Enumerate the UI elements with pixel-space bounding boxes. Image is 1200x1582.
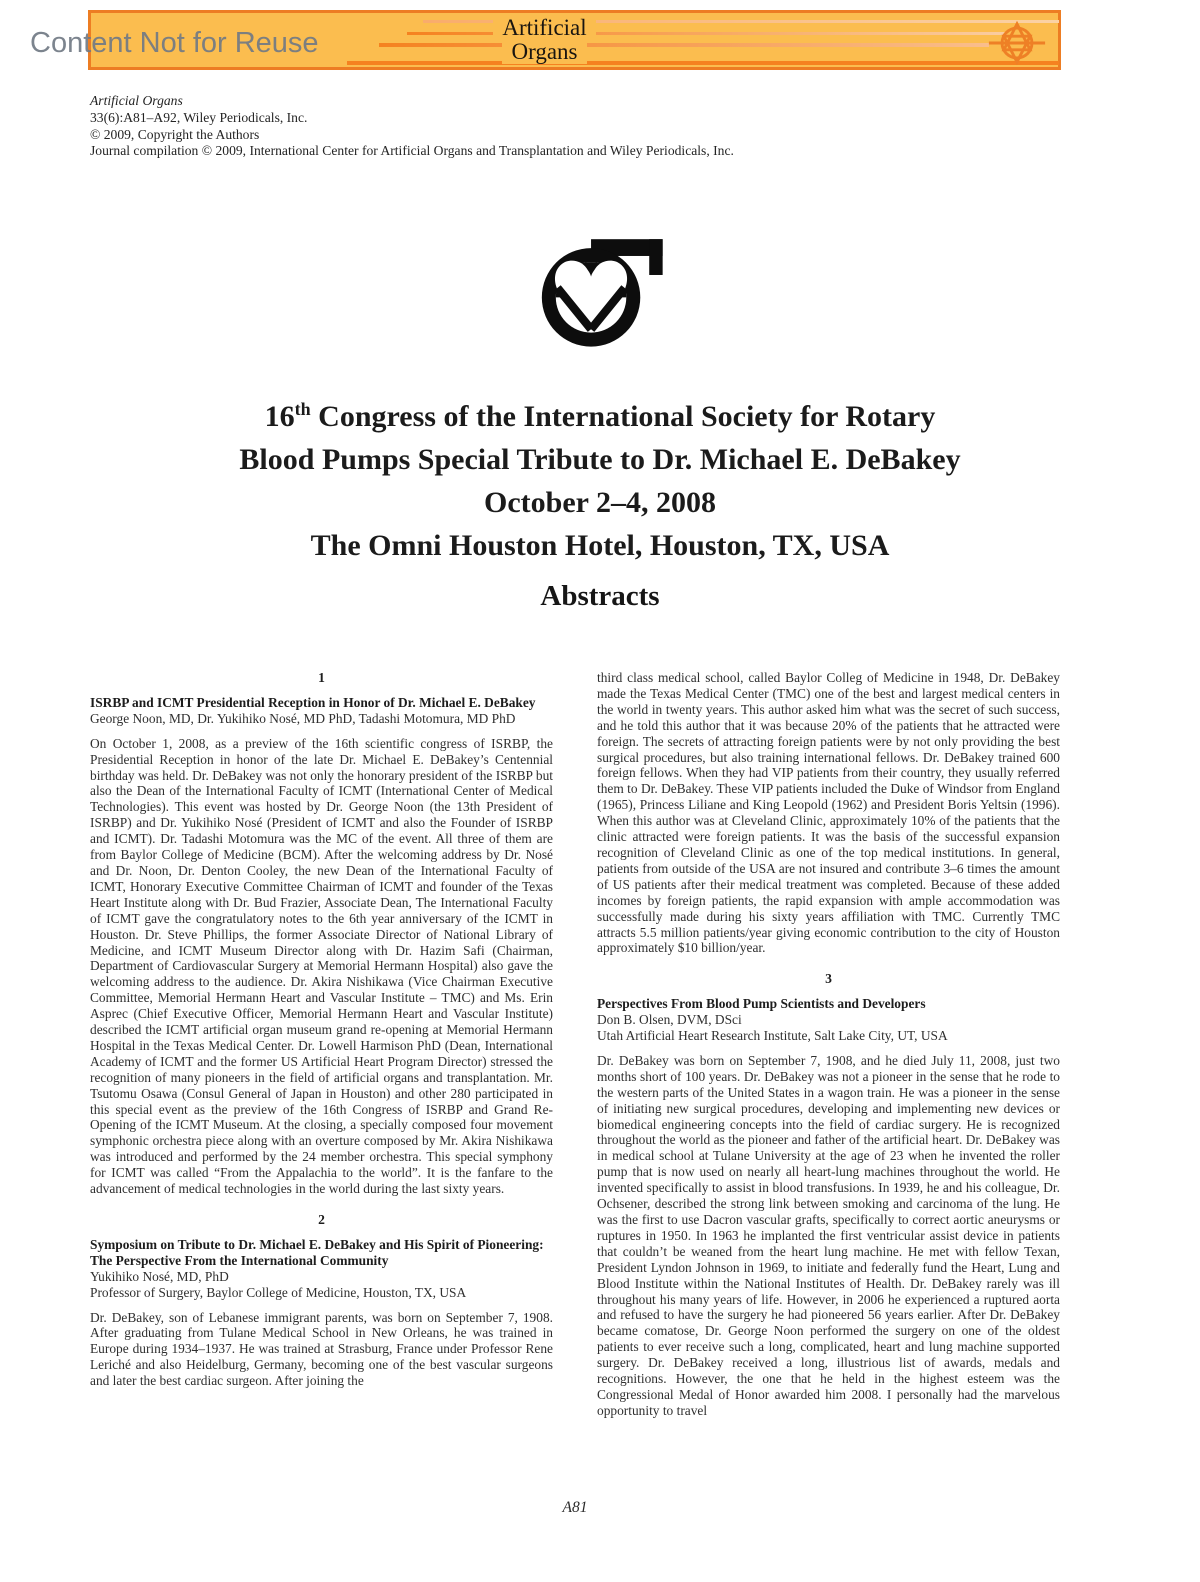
citation-compilation-line: Journal compilation © 2009, International Center for Artificial Organs and Transplantation and Wiley Periodicals, Inc. bbox=[90, 143, 734, 159]
abstract-3 bbox=[597, 971, 1060, 1418]
citation-journal-name: Artificial Organs bbox=[90, 93, 183, 108]
congress-title-line1: 16th Congress of the International Society for Rotary bbox=[264, 399, 936, 433]
abstracts-columns bbox=[90, 670, 1060, 1419]
abstract-1-number: 1 bbox=[318, 670, 325, 685]
abstract-3-affiliation: Utah Artificial Heart Research Institute, Salt Lake City, UT, USA bbox=[597, 1028, 948, 1044]
congress-title-line3: October 2–4, 2008 bbox=[484, 486, 716, 519]
society-wheel-icon bbox=[988, 18, 1046, 73]
content-not-for-reuse-watermark: Content Not for Reuse bbox=[30, 27, 319, 59]
citation-block bbox=[90, 93, 734, 160]
abstract-2-continuation bbox=[597, 670, 1060, 956]
congress-title-line2: Blood Pumps Special Tribute to Dr. Michael E. DeBakey bbox=[239, 443, 961, 476]
abstract-1-title: ISRBP and ICMT Presidential Reception in Honor of Dr. Michael E. DeBakey bbox=[90, 694, 536, 710]
page-number: A81 bbox=[562, 1499, 588, 1516]
banner-journal-title-line2: Organs bbox=[502, 40, 586, 64]
right-column bbox=[597, 670, 1060, 1419]
ordinal-superscript: th bbox=[294, 399, 311, 419]
abstract-2-number: 2 bbox=[318, 1212, 325, 1227]
abstract-2-authors: Yukihiko Nosé, MD, PhD bbox=[90, 1268, 229, 1284]
abstract-3-authors: Don B. Olsen, DVM, DSci bbox=[597, 1012, 742, 1028]
abstract-2-body-part1: Dr. DeBakey, son of Lebanese immigrant parents, was born on September 7, 1908. After graduating from Tulane Medical School in New Orleans, he was trained in Europe during 1934–1937. He was trained at Strasburg, France under Professor Rene Leriché and also Heidelburg, Germany, becoming one of the best vascular surgeons and later the best cardiac surgeon. After joining the bbox=[90, 1309, 553, 1389]
abstract-1-authors: George Noon, MD, Dr. Yukihiko Nosé, MD PhD, Tadashi Motomura, MD PhD bbox=[90, 710, 516, 726]
abstract-2-affiliation: Professor of Surgery, Baylor College of Medicine, Houston, TX, USA bbox=[90, 1284, 467, 1300]
abstract-1-body: On October 1, 2008, as a preview of the 16th scientific congress of ISRBP, the Presidential Reception in honor of the late Dr. Michael E. DeBakey’s Centennial birthday was held. Dr. DeBakey was not only the honorary president of the ISRBP but also the Dean of the International Faculty of ICMT (International Center of Medical Technologies). This event was hosted by Dr. George Noon (the 13th President of ISRBP) and Dr. Yukihiko Nosé (President of ICMT and also the Founder of ISRBP and ICMT). Dr. Tadashi Motomura was the MC of the event. All three of them are from Baylor College of Medicine (BCM). After the welcoming address by Dr. Nosé and Dr. Noon, Dr. Denton Cooley, the new Dean of the International Faculty of ICMT, Honorary Executive Committee Chairman of ICMT and founder of the Texas Heart Institute along with Dr. Bud Frazier, Associate Dean, The International Faculty of ICMT gave the congratulatory notes to the 6th year anniversary of the ICMT in Houston. Dr. Steve Phillips, the former Associate Director of National Library of Medicine, and ICMT Museum Director along with Dr. Hazim Safi (Chairman, Department of Cardiovascular Surgery at Memorial Hermann Hospital) also gave the welcoming address to the audience. Dr. Akira Nishikawa (Vice Chairman Executive Committee, Memorial Hermann Heart and Vascular Institute – TMC) and Ms. Erin Asprec (Chief Executive Officer, Memorial Hermann Heart and Vascular Institute) described the ICMT artificial organ museum grand re-opening at Memorial Hermann Hospital in the Texas Medical Center. Dr. Lowell Harmison PhD (Dean, International Academy of ICMT and the former US Artificial Heart Program Director) stressed the recognition of many pioneers in the field of artificial organs and transplantation. Mr. Tsutomu Osawa (Consul General of Japan in Houston) and other 280 participated in this special event as the preview of the 16th Congress of ISRBP and Grand Re-Opening of the ICMT Museum. At the closing, a specially composed four movement symphonic orchestra piece along with an overture composed by Mr. Akira Nishikawa was introduced and performed by the 24 member orchestra. This special symphony for ICMT was called “From the Appalachia to the world”. It is the fanfare to the advancement of medical technologies in the world during the last sixty years. bbox=[90, 735, 553, 1197]
isrbp-heart-pump-logo-icon bbox=[0, 228, 1200, 365]
abstract-2-body-part2: third class medical school, called Baylor Colleg of Medicine in 1948, Dr. DeBakey made the Texas Medical Center (TMC) one of the best and largest medical centers in the world in twenty years. This author asked him what was the secret of such success, and he told this author that it was because 20% of the patients that he attracted were foreign. The secrets of attracting foreign patients were by not only providing the best surgical procedures, but also training international fellows. Dr. DeBakey trained 600 foreign fellows. When they had VIP patients from their country, they usually referred them to Dr. DeBakey. These VIP patients included the Duke of Windsor from England (1965), Princess Liliane and King Leopold (1962) and President Boris Yeltsin (1996). When this author was at Cleveland Clinic, approximately 10% of the patients that the clinic attracted were foreign patients. It was the basis of the successful expansion recognition of Cleveland Clinic as one of the top medical institutions. In general, patients from outside of the USA are not insured and contribute 3–6 times the amount of US patients after their medical treatment was completed. Because of these added incomes by foreign patients, the rapid expansion with ample accommodation was successfully made during his sixty years affiliation with TMC. Currently TMC attracts 5.5 million patients/year giving economic contribution to the city of Houston approximately $10 billion/year. bbox=[597, 670, 1060, 956]
abstract-2 bbox=[90, 1212, 553, 1389]
abstract-1 bbox=[90, 670, 553, 1197]
congress-title-line4: The Omni Houston Hotel, Houston, TX, USA bbox=[310, 529, 890, 562]
congress-title bbox=[0, 388, 1200, 567]
abstract-3-number: 3 bbox=[825, 971, 832, 987]
abstract-2-title: Symposium on Tribute to Dr. Michael E. DeBakey and His Spirit of Pioneering: The Perspective From the International Community bbox=[90, 1236, 544, 1268]
abstract-3-body: Dr. DeBakey was born on September 7, 1908, and he died July 11, 2008, just two months short of 100 years. Dr. DeBakey was not a pioneer in the sense that he rode to the western parts of the United States in a wagon train. He was a pioneer in the sense of initiating new surgical procedures, developing and implementing new devices or biomedical engineering concepts into the field of cardiac surgery. He is recognized throughout the world as the pioneer and father of the artificial heart. Dr. DeBakey was in medical school at Tulane University at the age of 23 when he invented the roller pump that is now used on nearly all heart-lung machines throughout the world. He invented specifically to assist in blood transfusions. In 1939, he and his colleague, Dr. Ochsener, described the strong link between smoking and carcinoma of the lung. He was the first to use Dacron vascular grafts, specifically to correct aortic aneurysms or ruptures in 1950. In 1963 he implanted the first ventricular assist device in patients that couldn’t be weaned from the heart lung machine. He met with fellow Texan, President Lyndon Johnson in 1969, to initiate and federally fund the Heart, Lung and Blood Institute within the National Institutes of Health. Dr. DeBakey rarely was ill throughout his many years of life. However, in 2006 he experienced a ruptured aorta and refused to have the surgery he had pioneered 56 years earlier. After Dr. DeBakey became comatose, Dr. George Noon performed the surgery on one of the oldest patients to ever receive such a long, complicated, heart and lung machine supported surgery. Dr. DeBakey received a long, illustrious list of awards, medals and recognitions. However, the one that he held in the highest esteem was the Congressional Medal of Honor awarded him 2008. I personally had the marvelous opportunity to travel bbox=[597, 1052, 1060, 1418]
abstract-3-title: Perspectives From Blood Pump Scientists and Developers bbox=[597, 996, 926, 1012]
citation-copyright-line: © 2009, Copyright the Authors bbox=[90, 126, 260, 142]
left-column bbox=[90, 670, 553, 1419]
banner-journal-title-line1: Artificial bbox=[493, 16, 595, 40]
citation-volume-line: 33(6):A81–A92, Wiley Periodicals, Inc. bbox=[90, 109, 308, 125]
abstracts-heading: Abstracts bbox=[540, 580, 660, 612]
